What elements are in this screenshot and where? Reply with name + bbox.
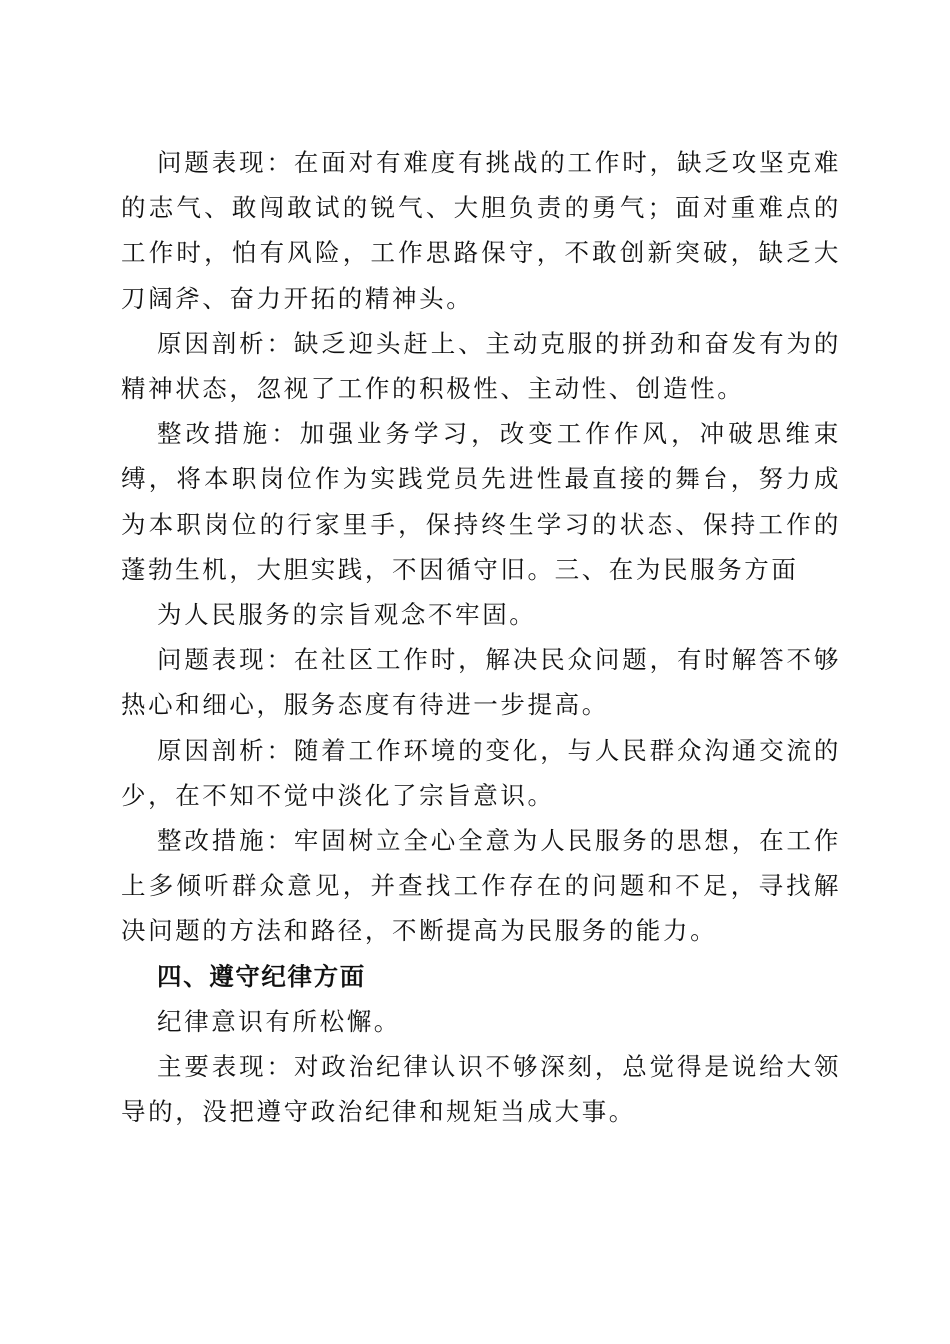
paragraph-measure-1: 整改措施：加强业务学习，改变工作作风，冲破思维束缚，将本职岗位作为实践党员先进性最直接的舞台，努力成为本职岗位的行家里手，保持终生学习的状态、保持工作的蓬勃生机，大胆实践，不因循守旧。三、在为民服务方面 — [121, 419, 841, 584]
paragraph-cause-2: 原因剖析：随着工作环境的变化，与人民群众沟通交流的少，在不知不觉中淡化了宗旨意识。 — [121, 735, 841, 810]
paragraph-cause-1: 原因剖析：缺乏迎头赶上、主动克服的拼劲和奋发有为的精神状态，忽视了工作的积极性、主动性、创造性。 — [121, 328, 841, 404]
paragraph-problem-2: 问题表现：在社区工作时，解决民众问题，有时解答不够热心和细心，服务态度有待进一步提高。 — [121, 645, 841, 720]
document-body — [121, 140, 841, 1134]
paragraph-measure-2: 整改措施：牢固树立全心全意为人民服务的思想，在工作上多倾听群众意见，并查找工作存在的问题和不足，寻找解决问题的方法和路径，不断提高为民服务的能力。 — [121, 826, 841, 946]
paragraph-service-summary: 为人民服务的宗旨观念不牢固。 — [157, 600, 537, 630]
paragraph-main-problem: 主要表现：对政治纪律认识不够深刻，总觉得是说给大领导的，没把遵守政治纪律和规矩当成大事。 — [121, 1052, 841, 1127]
section-heading-discipline: 四、遵守纪律方面 — [157, 961, 366, 991]
paragraph-discipline-summary: 纪律意识有所松懈。 — [157, 1006, 401, 1036]
paragraph-problem-1: 问题表现：在面对有难度有挑战的工作时，缺乏攻坚克难的志气、敢闯敢试的锐气、大胆负责的勇气；面对重难点的工作时，怕有风险，工作思路保守，不敢创新突破，缺乏大刀阔斧、奋力开拓的精神头。 — [121, 148, 841, 313]
